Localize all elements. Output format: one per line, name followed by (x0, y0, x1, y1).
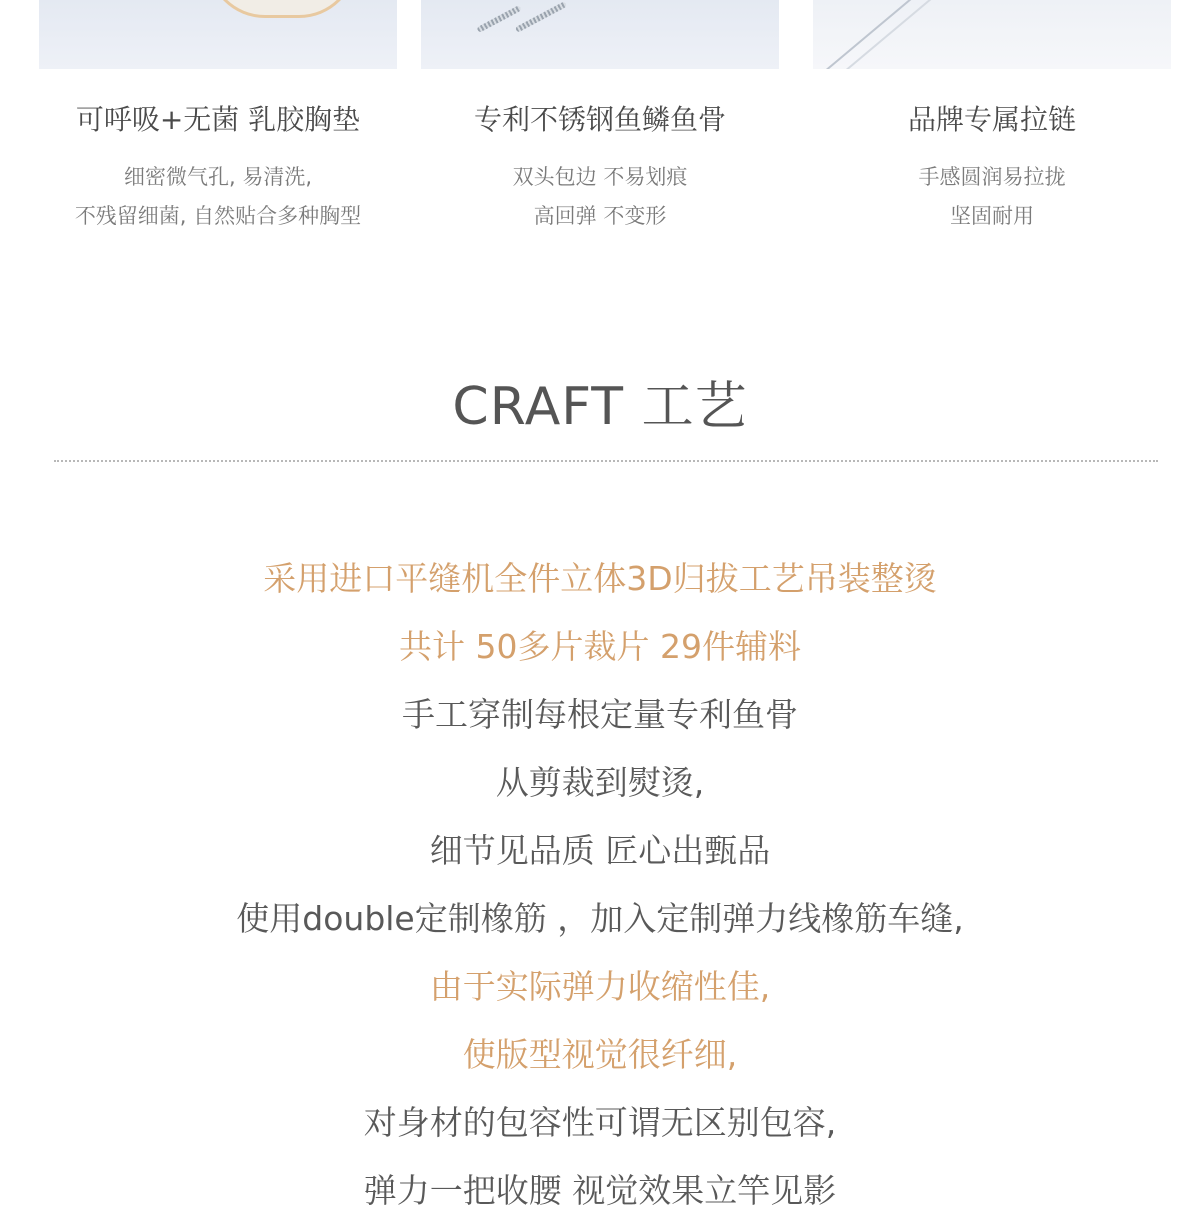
feature-description (801, 158, 1183, 236)
craft-line: 共计 50多片裁片 29件辅料 (399, 627, 801, 666)
zipper-image (813, 0, 1171, 69)
craft-line: 使版型视觉很纤细, (462, 1035, 738, 1074)
craft-line: 从剪裁到熨烫, (495, 763, 705, 802)
feature-card-latex-pad (39, 0, 397, 228)
craft-line: 手工穿制每根定量专利鱼骨 (402, 695, 798, 734)
feature-title: 可呼吸+无菌 乳胶胸垫 (75, 103, 361, 136)
craft-line: 弹力一把收腰 视觉效果立竿见影 (363, 1171, 837, 1210)
feature-desc-line: 手感圆润易拉拢 (918, 165, 1066, 189)
feature-desc-line: 不残留细菌, 自然贴合多种胸型 (74, 204, 362, 228)
feature-title: 品牌专属拉链 (907, 103, 1076, 136)
craft-line: 细节见品质 匠心出甄品 (429, 831, 771, 870)
feature-desc-line: 双头包边 不易划痕 (512, 165, 688, 189)
feature-description (27, 158, 409, 236)
craft-line: 使用double定制橡筋 ，加入定制弹力线橡筋车缝, (236, 899, 964, 938)
feature-title: 专利不锈钢鱼鳞鱼骨 (473, 103, 726, 136)
section-title: CRAFT 工艺 (452, 377, 748, 437)
feature-card-zipper (813, 0, 1171, 228)
feature-desc-line: 细密微气孔, 易清洗, (123, 165, 313, 189)
feature-cards (0, 0, 1200, 260)
dotted-divider (54, 460, 1158, 462)
craft-line: 采用进口平缝机全件立体3D归拔工艺吊装整烫 (263, 559, 937, 598)
feature-desc-line: 坚固耐用 (950, 204, 1034, 228)
latex-pad-image (39, 0, 397, 69)
boning-image (421, 0, 779, 69)
feature-description (409, 158, 791, 236)
feature-desc-line: 高回弹 不变形 (533, 204, 667, 228)
craft-line: 由于实际弹力收缩性佳, (429, 967, 771, 1006)
feature-card-boning (421, 0, 779, 228)
craft-description (0, 545, 1200, 1225)
craft-line: 对身材的包容性可谓无区别包容, (363, 1103, 837, 1142)
